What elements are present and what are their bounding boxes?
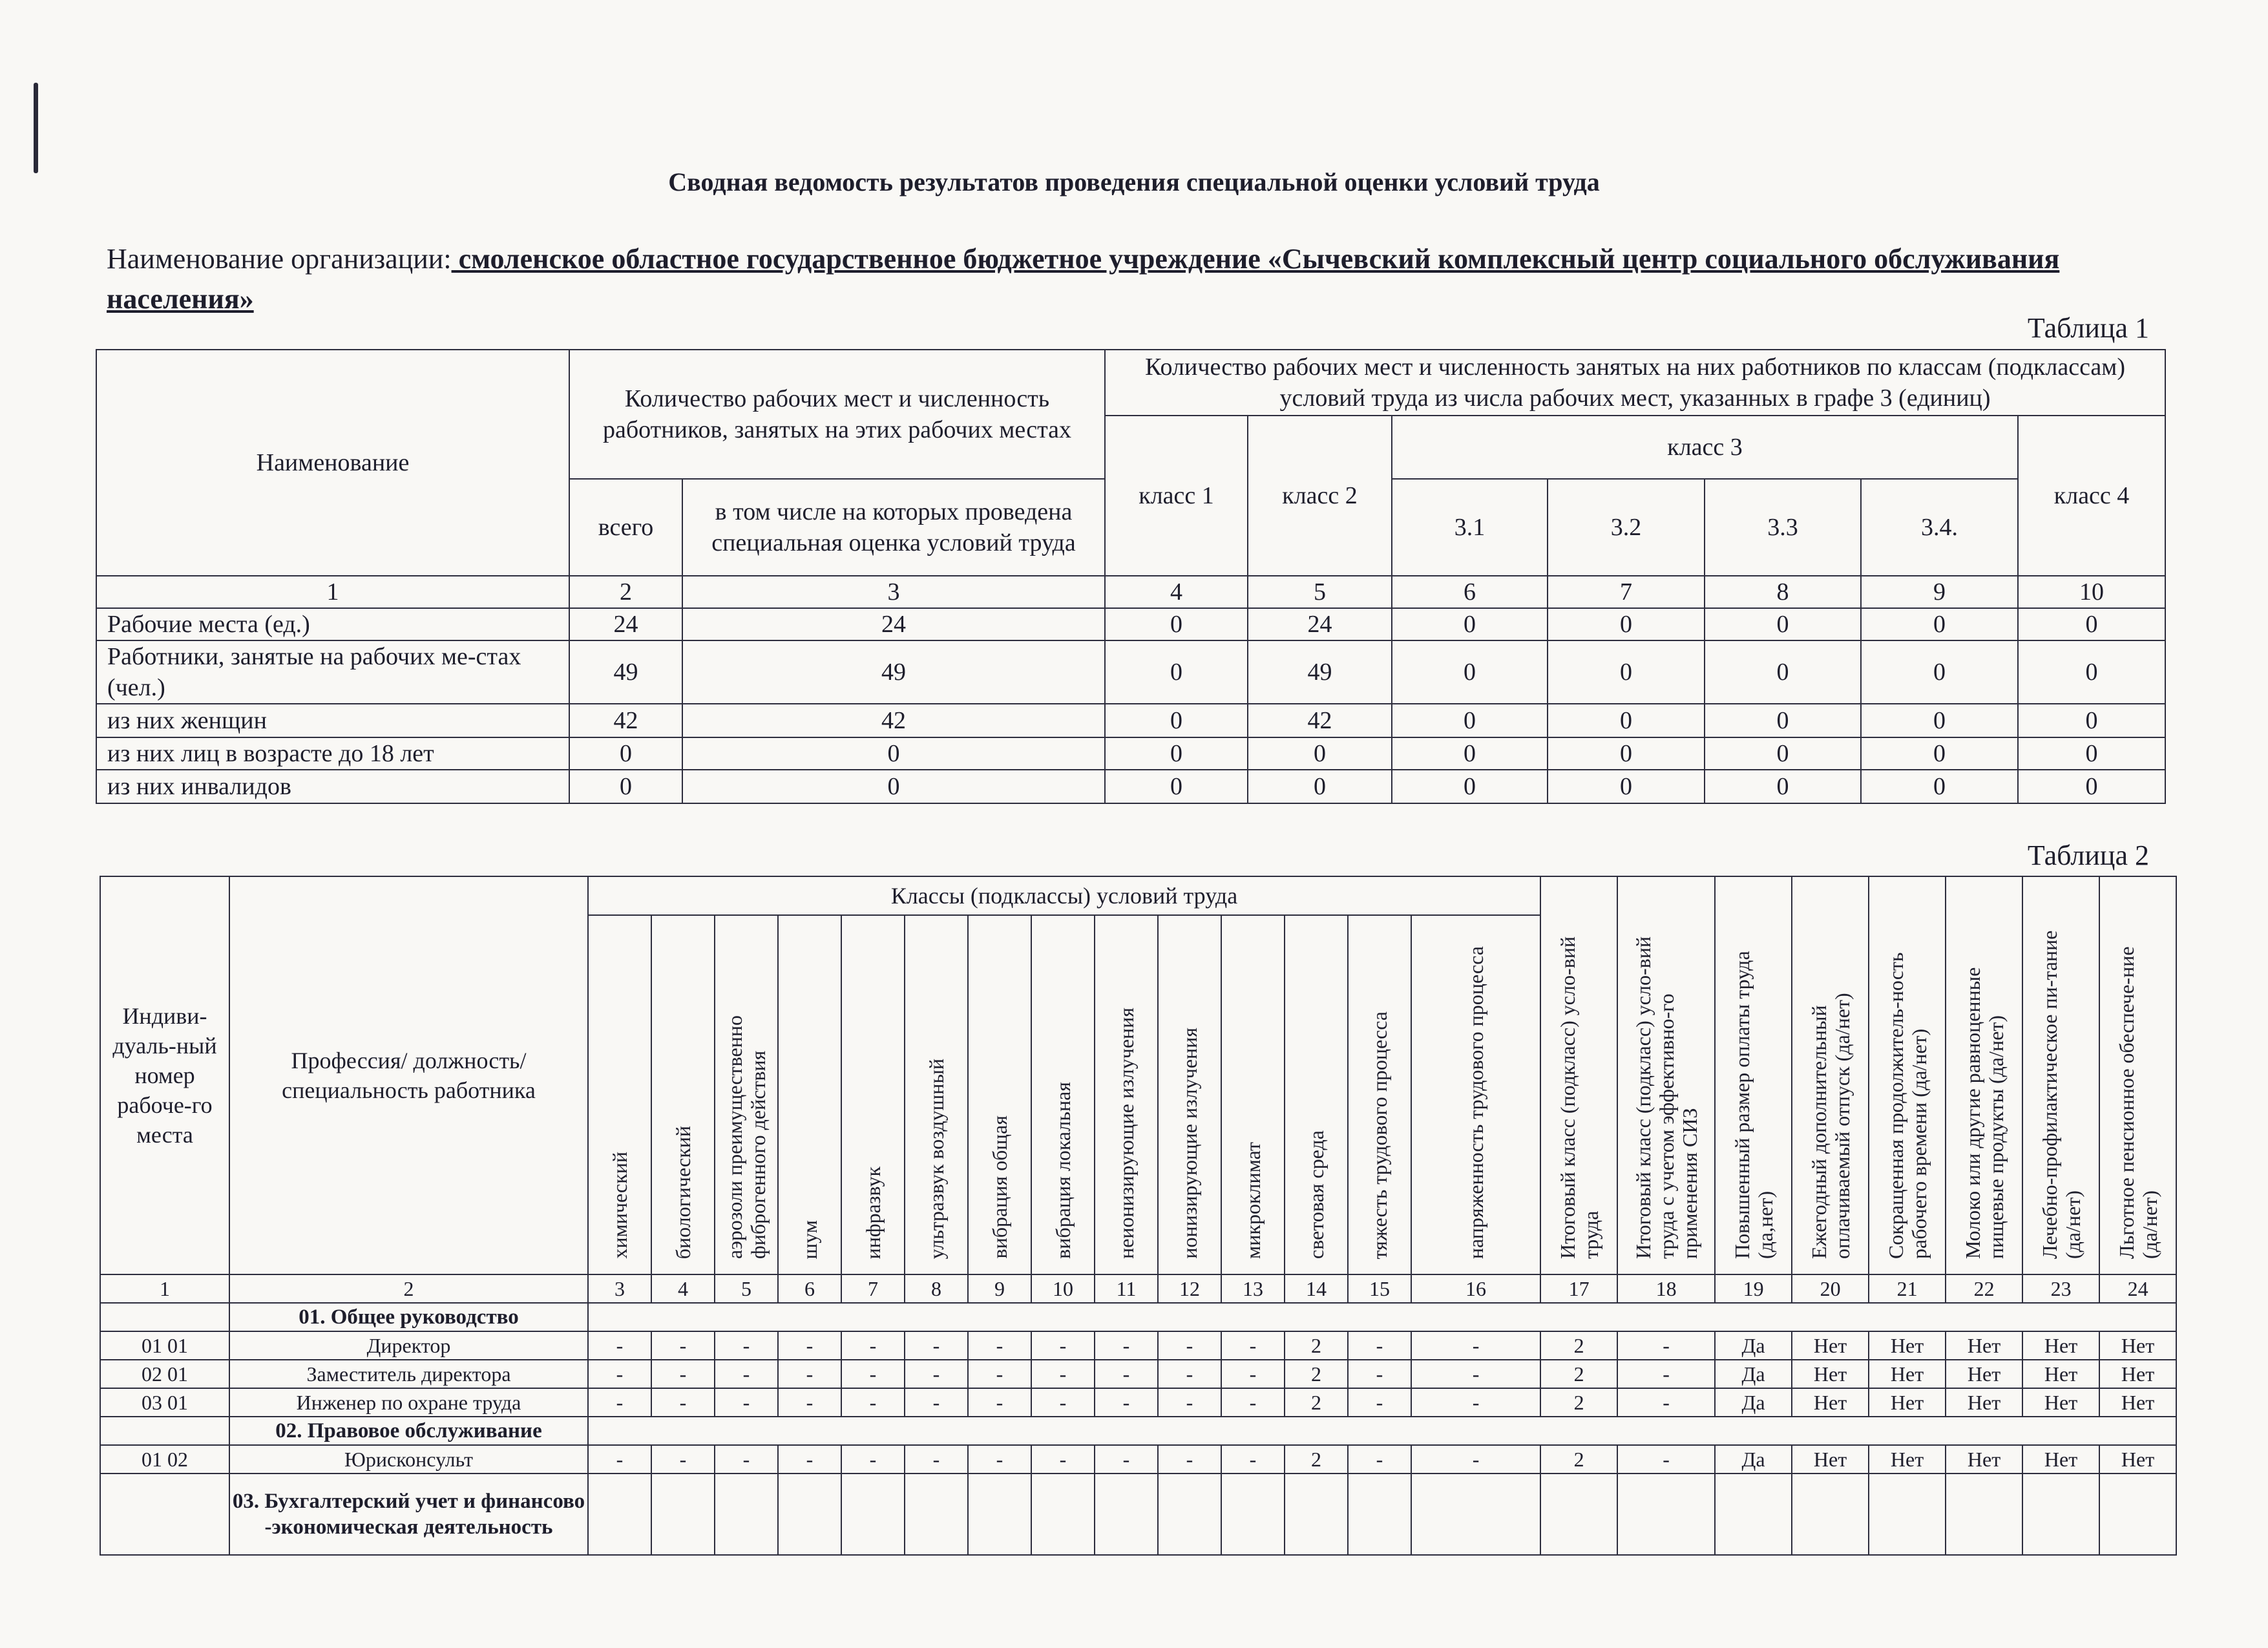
t1-col-num: 2	[569, 576, 682, 608]
t2-col-num: 3	[588, 1274, 651, 1303]
cell: -	[778, 1360, 841, 1388]
cell: 42	[569, 704, 682, 737]
cell: -	[1617, 1331, 1715, 1360]
cell: -	[651, 1445, 715, 1474]
cell: -	[1221, 1360, 1285, 1388]
cell: 0	[2018, 608, 2165, 640]
cell: 0	[1392, 770, 1548, 803]
cell: -	[1617, 1388, 1715, 1417]
workplace-id: 03 01	[100, 1388, 229, 1417]
row-label: из них инвалидов	[96, 770, 569, 803]
cell: 0	[1861, 704, 2018, 737]
table-row	[100, 1445, 2176, 1474]
cell: -	[1031, 1331, 1095, 1360]
cell: -	[968, 1445, 1031, 1474]
cell: 0	[1392, 737, 1548, 770]
t1-header-class4: класс 4	[2018, 416, 2165, 576]
cell: 0	[1705, 608, 1861, 640]
t2-header-extra: Повышенный размер оплаты труда (да,нет)	[1715, 876, 1792, 1274]
t1-header-sub: 3.2	[1548, 479, 1705, 576]
cell: 2	[1540, 1445, 1617, 1474]
cell: Да	[1715, 1360, 1792, 1388]
t2-col-num: 6	[778, 1274, 841, 1303]
row-label: из них лиц в возрасте до 18 лет	[96, 737, 569, 770]
workplace-id: 02 01	[100, 1360, 229, 1388]
cell: 0	[682, 737, 1105, 770]
cell: -	[968, 1360, 1031, 1388]
cell: -	[588, 1331, 651, 1360]
table1-caption: Таблица 1	[2027, 312, 2149, 344]
t2-column-numbers	[100, 1274, 2176, 1303]
t2-col-num: 15	[1348, 1274, 1411, 1303]
cell: Нет	[1946, 1331, 2022, 1360]
cell: 0	[1861, 608, 2018, 640]
cell: 0	[1105, 704, 1248, 737]
cell: -	[1158, 1331, 1221, 1360]
cell: 0	[1392, 704, 1548, 737]
table-row	[96, 640, 2165, 704]
t1-col-num: 7	[1548, 576, 1705, 608]
cell: 0	[1548, 704, 1705, 737]
cell: 2	[1540, 1331, 1617, 1360]
table-row	[96, 737, 2165, 770]
cell: 0	[1861, 737, 2018, 770]
t2-col-num: 1	[100, 1274, 229, 1303]
t2-col-num: 21	[1869, 1274, 1946, 1303]
t2-col-num: 23	[2022, 1274, 2099, 1303]
t1-header-count: Количество рабочих мест и численность работников, занятых на этих рабочих местах	[569, 350, 1105, 479]
t2-col-num: 4	[651, 1274, 715, 1303]
cell: Нет	[1946, 1360, 2022, 1388]
cell: -	[588, 1388, 651, 1417]
table-row	[96, 704, 2165, 737]
organization-line	[107, 239, 2142, 319]
workplace-id: 01 01	[100, 1331, 229, 1360]
t2-col-num: 11	[1095, 1274, 1158, 1303]
t2-col-num: 12	[1158, 1274, 1221, 1303]
t1-header-class3: класс 3	[1392, 416, 2018, 479]
t1-header-sub: 3.3	[1705, 479, 1861, 576]
cell: 49	[682, 640, 1105, 704]
cell: 0	[1105, 608, 1248, 640]
cell: 0	[1248, 770, 1392, 803]
t2-header-extra: Итоговый класс (подкласс) усло-вий труда с учетом эффективно-го применения СИЗ	[1617, 876, 1715, 1274]
cell: -	[841, 1331, 905, 1360]
cell: Нет	[1869, 1360, 1946, 1388]
t2-header-classes: Классы (подклассы) условий труда	[588, 876, 1540, 915]
cell: Нет	[2099, 1360, 2176, 1388]
workplaces-table	[100, 876, 2177, 1556]
cell: -	[1221, 1445, 1285, 1474]
cell: 0	[1548, 640, 1705, 704]
t2-col-num: 5	[715, 1274, 778, 1303]
cell: 0	[1105, 737, 1248, 770]
row-label: Работники, занятые на рабочих ме-стах (чел.)	[96, 640, 569, 704]
cell: Да	[1715, 1445, 1792, 1474]
cell: -	[841, 1445, 905, 1474]
cell: Нет	[1869, 1388, 1946, 1417]
t1-header-total: всего	[569, 479, 682, 576]
cell: 0	[1705, 704, 1861, 737]
t1-col-num: 9	[1861, 576, 2018, 608]
cell: 0	[2018, 770, 2165, 803]
t2-header-factor: аэрозоли преимущественно фиброгенного действия	[715, 915, 778, 1274]
cell: 2	[1540, 1360, 1617, 1388]
cell: -	[1348, 1388, 1411, 1417]
t2-header-factor: химический	[588, 915, 651, 1274]
t2-header-extra: Сокращенная продолжитель-ность рабочего времени (да/нет)	[1869, 876, 1946, 1274]
t2-col-num: 7	[841, 1274, 905, 1303]
cell: -	[588, 1360, 651, 1388]
t2-header-factor: шум	[778, 915, 841, 1274]
cell: -	[1095, 1360, 1158, 1388]
t2-col-num: 19	[1715, 1274, 1792, 1303]
cell: -	[1158, 1445, 1221, 1474]
t1-col-num: 3	[682, 576, 1105, 608]
cell: 0	[1705, 737, 1861, 770]
cell: -	[715, 1388, 778, 1417]
cell: 0	[1548, 770, 1705, 803]
t2-header-factor: вибрация общая	[968, 915, 1031, 1274]
cell: 0	[1548, 737, 1705, 770]
cell: -	[1348, 1360, 1411, 1388]
t2-header-factor: неионизирующие излучения	[1095, 915, 1158, 1274]
cell: -	[1158, 1360, 1221, 1388]
t1-col-num: 6	[1392, 576, 1548, 608]
cell: -	[1031, 1388, 1095, 1417]
t1-col-num: 4	[1105, 576, 1248, 608]
table-row	[100, 1331, 2176, 1360]
cell: -	[1348, 1445, 1411, 1474]
cell: Нет	[1946, 1445, 2022, 1474]
cell: 0	[569, 737, 682, 770]
workplace-name: Директор	[229, 1331, 588, 1360]
cell: -	[1411, 1360, 1540, 1388]
section-title: 03. Бухгалтерский учет и финансово -экономическая деятельность	[229, 1474, 588, 1555]
cell: Нет	[1792, 1445, 1869, 1474]
t1-col-num: 8	[1705, 576, 1861, 608]
document-title: Сводная ведомость результатов проведения специальной оценки условий труда	[668, 167, 1600, 196]
cell: Нет	[2022, 1331, 2099, 1360]
cell: 0	[2018, 704, 2165, 737]
cell: 49	[1248, 640, 1392, 704]
table-row	[96, 770, 2165, 803]
cell: 0	[1248, 737, 1392, 770]
t1-header-sout: в том числе на которых проведена специальная оценка условий труда	[682, 479, 1105, 576]
t2-header-profession: Профессия/ должность/ специальность работника	[229, 876, 588, 1274]
cell: 42	[1248, 704, 1392, 737]
table-row	[100, 1388, 2176, 1417]
cell: Нет	[1869, 1331, 1946, 1360]
cell: -	[905, 1331, 968, 1360]
t2-header-factor: микроклимат	[1221, 915, 1285, 1274]
cell: Нет	[2099, 1331, 2176, 1360]
cell: -	[715, 1445, 778, 1474]
cell: -	[1348, 1331, 1411, 1360]
t1-header-sub: 3.4.	[1861, 479, 2018, 576]
cell: 0	[2018, 640, 2165, 704]
cell: 0	[682, 770, 1105, 803]
cell: -	[651, 1360, 715, 1388]
cell: 0	[1861, 770, 2018, 803]
workplace-name: Юрисконсульт	[229, 1445, 588, 1474]
cell: Нет	[1869, 1445, 1946, 1474]
cell: 49	[569, 640, 682, 704]
t2-header-factor: инфразвук	[841, 915, 905, 1274]
t1-header-classes: Количество рабочих мест и численность занятых на них работников по классам (подклассам) условий труда из числа рабочих мест, указанных в графе 3 (единиц)	[1105, 350, 2165, 416]
section-row	[100, 1417, 2176, 1445]
t2-header-extra: Молоко или другие равноценные пищевые продукты (да/нет)	[1946, 876, 2022, 1274]
cell: 42	[682, 704, 1105, 737]
workplace-id: 01 02	[100, 1445, 229, 1474]
t1-col-num: 10	[2018, 576, 2165, 608]
t2-header-factor: ультразвук воздушный	[905, 915, 968, 1274]
t2-col-num: 14	[1285, 1274, 1348, 1303]
cell: -	[715, 1331, 778, 1360]
t2-col-num: 18	[1617, 1274, 1715, 1303]
t2-header-extra: Итоговый класс (подкласс) усло-вий труда	[1540, 876, 1617, 1274]
cell: Нет	[2022, 1445, 2099, 1474]
cell: -	[968, 1388, 1031, 1417]
t2-header-factor: световая среда	[1285, 915, 1348, 1274]
t1-header-name: Наименование	[96, 350, 569, 576]
cell: Нет	[2022, 1388, 2099, 1417]
t1-header-sub: 3.1	[1392, 479, 1548, 576]
cell: -	[1031, 1445, 1095, 1474]
cell: Нет	[1792, 1360, 1869, 1388]
table-row	[100, 1360, 2176, 1388]
table2-caption: Таблица 2	[2027, 840, 2149, 871]
cell: 24	[1248, 608, 1392, 640]
t2-header-factor: тяжесть трудового процесса	[1348, 915, 1411, 1274]
section-row	[100, 1303, 2176, 1331]
cell: 24	[569, 608, 682, 640]
cell: 24	[682, 608, 1105, 640]
t2-header-factor: биологический	[651, 915, 715, 1274]
cell: Да	[1715, 1331, 1792, 1360]
section-title: 01. Общее руководство	[229, 1303, 588, 1331]
row-label: Рабочие места (ед.)	[96, 608, 569, 640]
t1-header-class2: класс 2	[1248, 416, 1392, 576]
organization-label: Наименование организации:	[107, 243, 452, 275]
cell: -	[1411, 1331, 1540, 1360]
cell: -	[651, 1331, 715, 1360]
cell: 0	[1705, 640, 1861, 704]
cell: Да	[1715, 1388, 1792, 1417]
workplace-name: Инженер по охране труда	[229, 1388, 588, 1417]
t2-col-num: 8	[905, 1274, 968, 1303]
cell: -	[1411, 1388, 1540, 1417]
cell: -	[1095, 1388, 1158, 1417]
cell: 2	[1540, 1388, 1617, 1417]
cell: -	[1031, 1360, 1095, 1388]
t2-col-num: 24	[2099, 1274, 2176, 1303]
cell: -	[1617, 1360, 1715, 1388]
cell: Нет	[1792, 1331, 1869, 1360]
summary-table	[96, 349, 2166, 804]
cell: -	[1617, 1445, 1715, 1474]
cell: -	[778, 1445, 841, 1474]
t2-col-num: 13	[1221, 1274, 1285, 1303]
cell: 0	[569, 770, 682, 803]
row-label: из них женщин	[96, 704, 569, 737]
t2-header-extra: Лечебно-профилактическое пи-тание (да/нет)	[2022, 876, 2099, 1274]
cell: -	[588, 1445, 651, 1474]
t2-header-factor: напряженность трудового процесса	[1411, 915, 1540, 1274]
cell: -	[841, 1360, 905, 1388]
cell: 0	[1705, 770, 1861, 803]
cell: 0	[1392, 640, 1548, 704]
t2-col-num: 22	[1946, 1274, 2022, 1303]
cell: -	[905, 1360, 968, 1388]
cell: -	[968, 1331, 1031, 1360]
cell: 2	[1285, 1360, 1348, 1388]
cell: -	[715, 1360, 778, 1388]
cell: -	[905, 1445, 968, 1474]
section-title: 02. Правовое обслуживание	[229, 1417, 588, 1445]
cell: Нет	[2099, 1445, 2176, 1474]
t2-col-num: 17	[1540, 1274, 1617, 1303]
t2-header-factor: ионизирующие излучения	[1158, 915, 1221, 1274]
cell: Нет	[1946, 1388, 2022, 1417]
cell: 2	[1285, 1445, 1348, 1474]
cell: 2	[1285, 1388, 1348, 1417]
cell: Нет	[2099, 1388, 2176, 1417]
t2-header-extra: Ежегодный дополнительный оплачиваемый отпуск (да/нет)	[1792, 876, 1869, 1274]
cell: -	[1411, 1445, 1540, 1474]
cell: Нет	[2022, 1360, 2099, 1388]
table-row	[96, 608, 2165, 640]
section-row	[100, 1474, 2176, 1555]
cell: -	[1158, 1388, 1221, 1417]
t2-col-num: 20	[1792, 1274, 1869, 1303]
cell: -	[1095, 1331, 1158, 1360]
t2-header-factor: вибрация локальная	[1031, 915, 1095, 1274]
t1-column-numbers	[96, 576, 2165, 608]
cell: Нет	[1792, 1388, 1869, 1417]
cell: 0	[1392, 608, 1548, 640]
t1-header-class1: класс 1	[1105, 416, 1248, 576]
t2-col-num: 2	[229, 1274, 588, 1303]
cell: -	[651, 1388, 715, 1417]
cell: 2	[1285, 1331, 1348, 1360]
cell: 0	[1861, 640, 2018, 704]
cell: 0	[2018, 737, 2165, 770]
cell: -	[1095, 1445, 1158, 1474]
organization-name: смоленское областное государственное бюджетное учреждение «Сычевский комплексный центр социального обслуживания населения»	[107, 243, 2060, 315]
cell: 0	[1105, 640, 1248, 704]
t2-col-num: 9	[968, 1274, 1031, 1303]
t1-col-num: 5	[1248, 576, 1392, 608]
workplace-name: Заместитель директора	[229, 1360, 588, 1388]
cell: 0	[1548, 608, 1705, 640]
cell: -	[778, 1388, 841, 1417]
t2-header-id: Индиви-дуаль-ный номер рабоче-го места	[100, 876, 229, 1274]
t2-col-num: 16	[1411, 1274, 1540, 1303]
cell: -	[1221, 1388, 1285, 1417]
cell: -	[778, 1331, 841, 1360]
t1-col-num: 1	[96, 576, 569, 608]
cell: 0	[1105, 770, 1248, 803]
cell: -	[841, 1388, 905, 1417]
scan-edge-mark	[34, 83, 38, 173]
t2-col-num: 10	[1031, 1274, 1095, 1303]
t2-header-extra: Льготное пенсионное обеспече-ние (да/нет)	[2099, 876, 2176, 1274]
cell: -	[905, 1388, 968, 1417]
cell: -	[1221, 1331, 1285, 1360]
